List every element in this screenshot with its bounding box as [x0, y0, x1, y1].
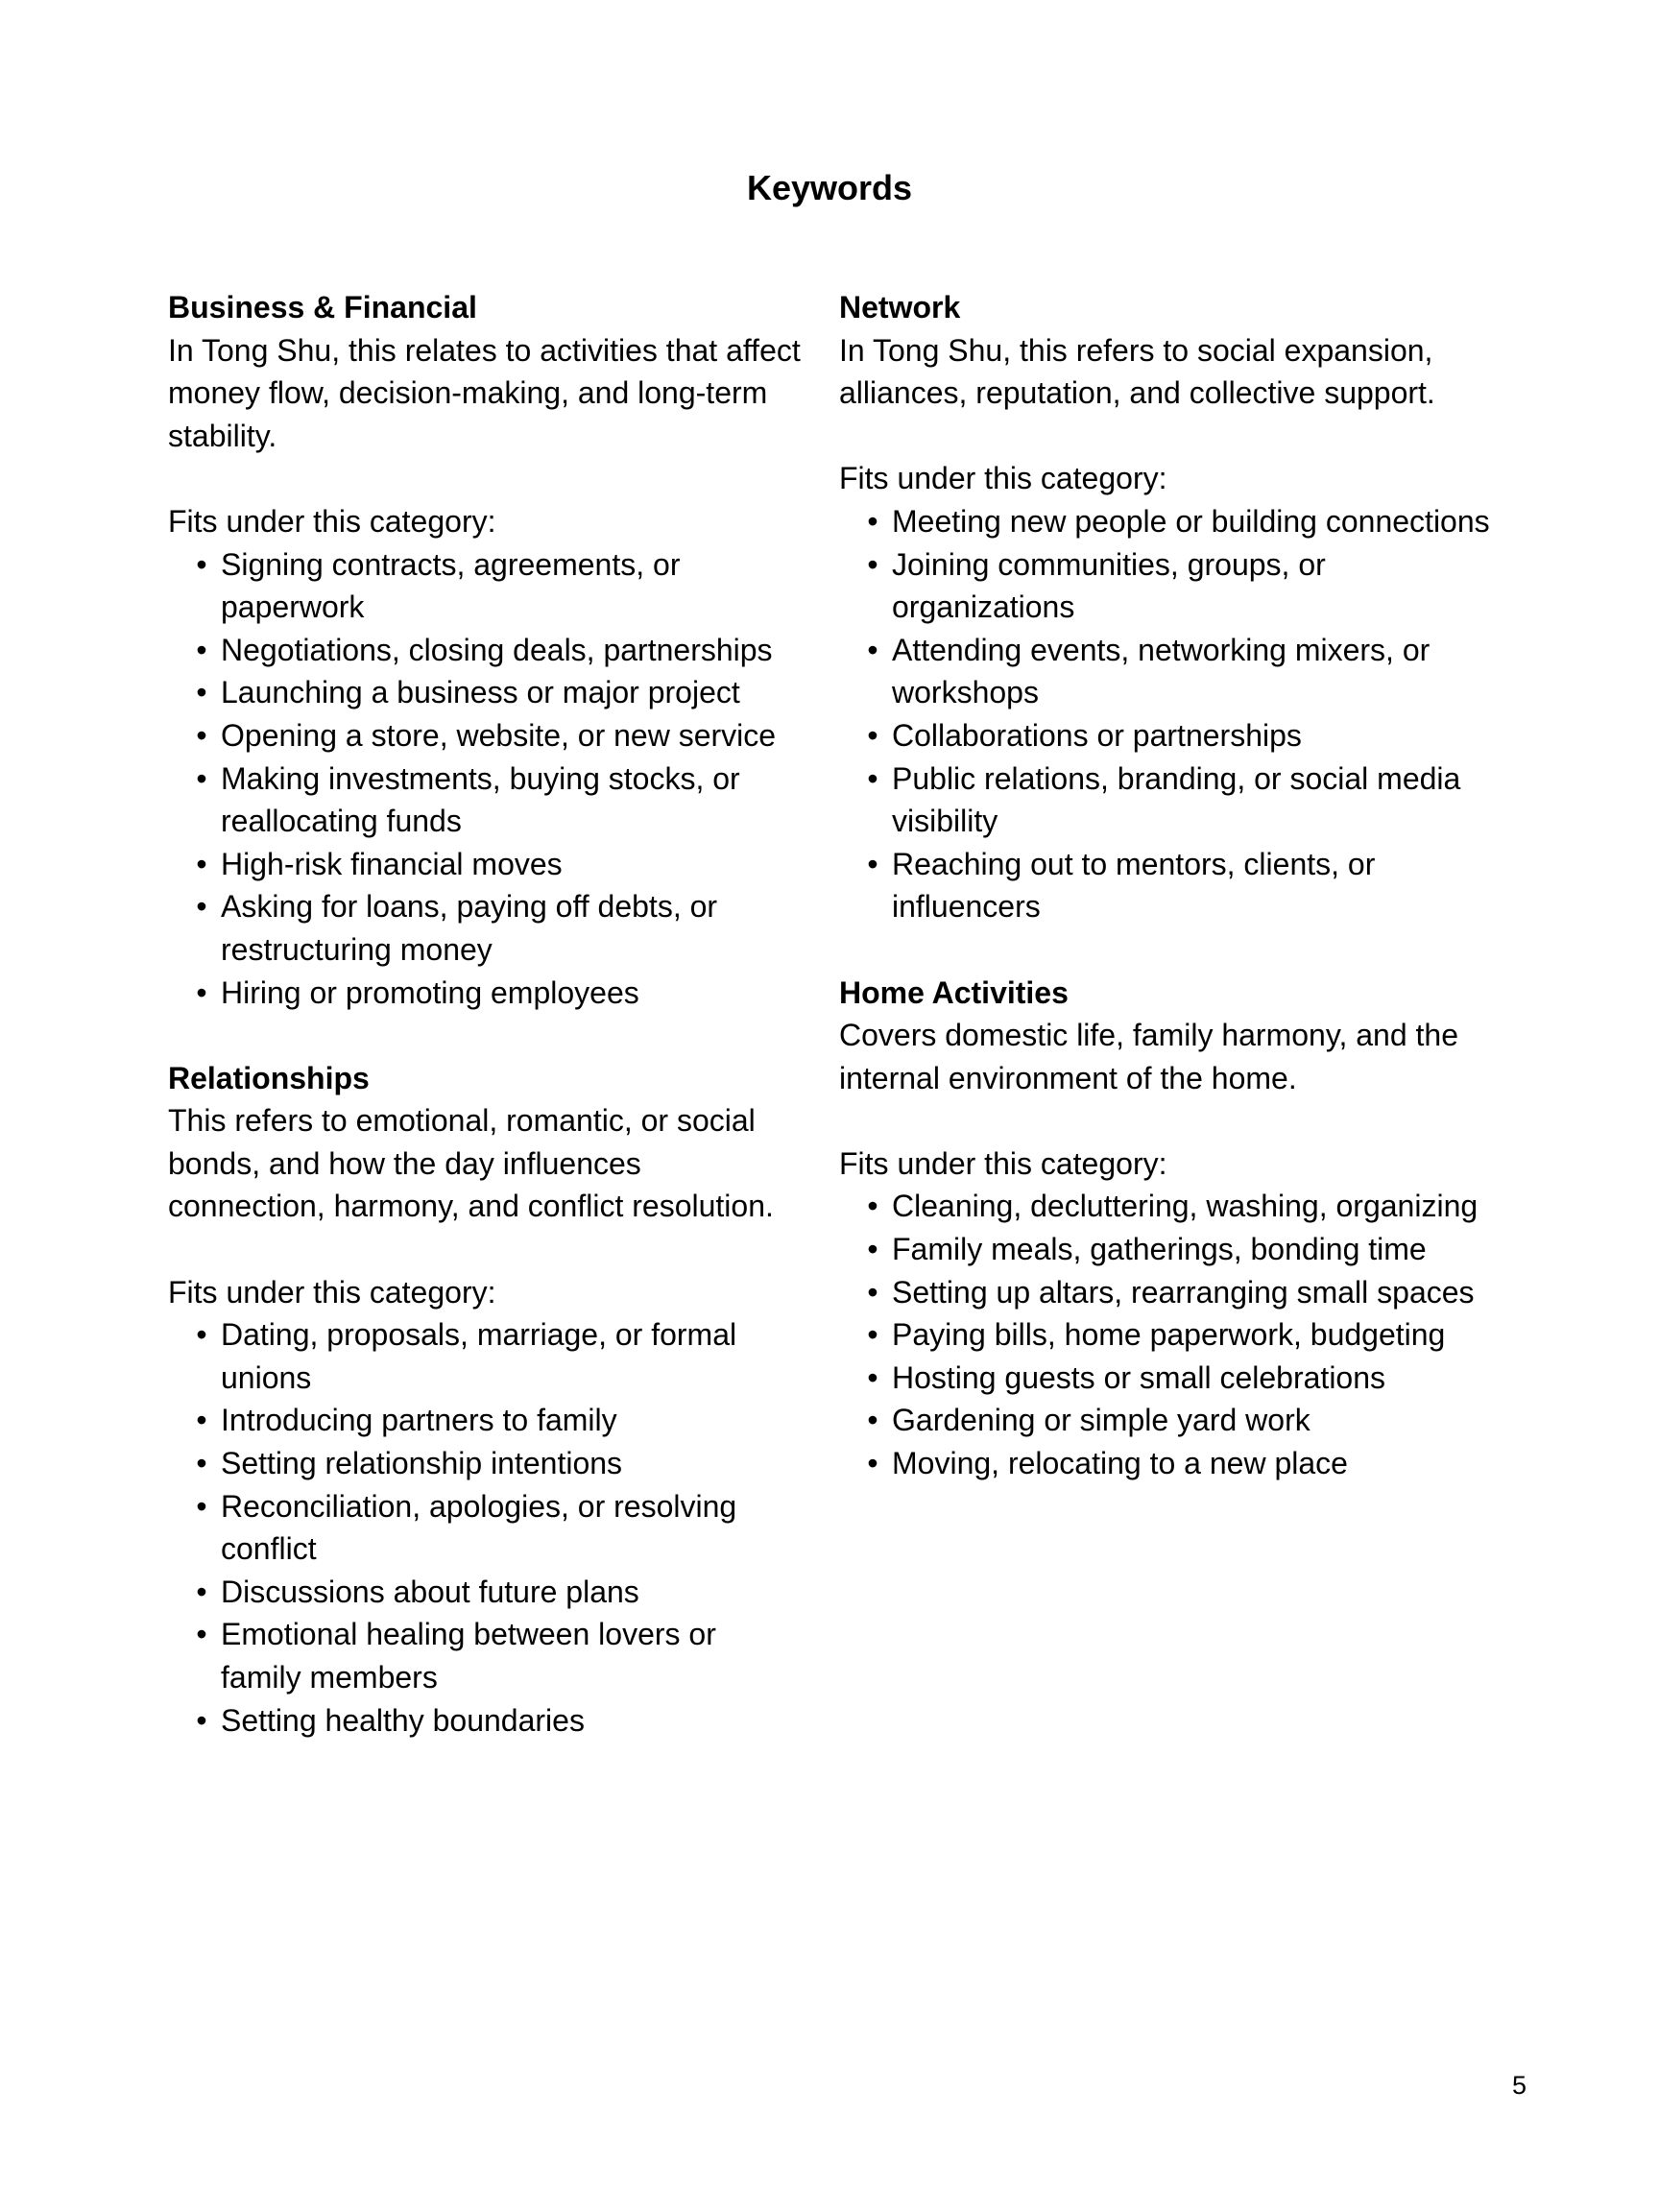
list-item	[196, 1313, 802, 1399]
bullet-icon: •	[196, 1574, 207, 1609]
bullet-icon: •	[196, 1403, 207, 1438]
list-item	[867, 1442, 1502, 1485]
list-item-text: Signing contracts, agreements, or paperwork	[221, 546, 681, 625]
list-item-text: Moving, relocating to a new place	[892, 1446, 1348, 1481]
bullet-icon: •	[867, 760, 878, 796]
section-home-activities	[839, 972, 1502, 1485]
section-title: Business & Financial	[168, 290, 477, 325]
list-item-text: Introducing partners to family	[221, 1403, 617, 1438]
fits-label: Fits under this category:	[839, 1145, 1167, 1181]
bullet-icon: •	[867, 632, 878, 667]
list-item-text: Setting up altars, rearranging small spaces	[892, 1274, 1475, 1310]
list-item-text: Setting healthy boundaries	[221, 1702, 585, 1738]
list-item	[196, 543, 802, 629]
bullet-icon: •	[196, 1617, 207, 1652]
list-item-text: Family meals, gatherings, bonding time	[892, 1232, 1427, 1267]
list-item	[867, 714, 1502, 757]
list-item-text: Cleaning, decluttering, washing, organizing	[892, 1189, 1479, 1224]
bullet-icon: •	[196, 717, 207, 753]
list-item-text: Attending events, networking mixers, or workshops	[892, 632, 1431, 710]
list-item	[867, 757, 1502, 843]
page-title: Keywords	[746, 168, 913, 207]
item-list	[168, 1313, 802, 1742]
section-description: This refers to emotional, romantic, or social bonds, and how the day influences connection, harmony, and conflict resolution.	[168, 1103, 774, 1224]
bullet-icon: •	[867, 1359, 878, 1395]
list-item-text: Negotiations, closing deals, partnerships	[221, 632, 773, 667]
bullet-icon: •	[196, 846, 207, 881]
list-item-text: Paying bills, home paperwork, budgeting	[892, 1317, 1446, 1353]
list-item-text: Joining communities, groups, or organizations	[892, 546, 1326, 625]
list-item	[196, 843, 802, 886]
list-item	[867, 1313, 1502, 1357]
right-column	[839, 286, 1502, 1527]
section-network	[839, 286, 1502, 928]
section-description: In Tong Shu, this relates to activities that affect money flow, decision-making, and long-term stability.	[168, 332, 801, 453]
bullet-icon: •	[867, 846, 878, 881]
list-item	[196, 1571, 802, 1614]
list-item	[867, 543, 1502, 629]
section-title: Home Activities	[839, 974, 1069, 1010]
list-item-text: Hiring or promoting employees	[221, 974, 639, 1010]
bullet-icon: •	[867, 1403, 878, 1438]
bullet-icon: •	[867, 1232, 878, 1267]
fits-label: Fits under this category:	[839, 461, 1167, 496]
list-item	[867, 629, 1502, 714]
fits-label: Fits under this category:	[168, 1274, 496, 1310]
page-number: 5	[1511, 2071, 1527, 2100]
bullet-icon: •	[196, 1702, 207, 1738]
section-relationships	[168, 1057, 802, 1743]
list-item	[867, 1399, 1502, 1442]
left-column	[168, 286, 802, 1785]
list-item	[196, 1399, 802, 1442]
section-description: Covers domestic life, family harmony, and the internal environment of the home.	[839, 1018, 1458, 1095]
list-item	[196, 1485, 802, 1571]
list-item-text: Meeting new people or building connections	[892, 503, 1490, 539]
list-item	[196, 972, 802, 1015]
bullet-icon: •	[867, 503, 878, 539]
bullet-icon: •	[867, 1189, 878, 1224]
bullet-icon: •	[867, 1317, 878, 1353]
list-item	[867, 843, 1502, 928]
bullet-icon: •	[867, 717, 878, 753]
list-item	[196, 671, 802, 714]
section-title: Network	[839, 290, 961, 325]
bullet-icon: •	[196, 675, 207, 710]
list-item	[867, 500, 1502, 543]
list-item	[867, 1357, 1502, 1400]
list-item-text: Emotional healing between lovers or family members	[221, 1617, 716, 1695]
bullet-icon: •	[867, 546, 878, 582]
list-item-text: Public relations, branding, or social media visibility	[892, 760, 1461, 839]
list-item-text: Opening a store, website, or new service	[221, 717, 777, 753]
bullet-icon: •	[196, 889, 207, 925]
list-item	[867, 1185, 1502, 1228]
bullet-icon: •	[196, 1446, 207, 1481]
bullet-icon: •	[196, 974, 207, 1010]
list-item-text: Dating, proposals, marriage, or formal unions	[221, 1317, 737, 1395]
fits-label: Fits under this category:	[168, 503, 496, 539]
list-item-text: Reaching out to mentors, clients, or influencers	[892, 846, 1376, 925]
bullet-icon: •	[867, 1446, 878, 1481]
list-item	[196, 1699, 802, 1743]
bullet-icon: •	[196, 1317, 207, 1353]
list-item-text: Setting relationship intentions	[221, 1446, 623, 1481]
section-description: In Tong Shu, this refers to social expansion, alliances, reputation, and collective support.	[839, 332, 1435, 411]
section-business-financial	[168, 286, 802, 1014]
list-item-text: High-risk financial moves	[221, 846, 563, 881]
list-item-text: Discussions about future plans	[221, 1574, 639, 1609]
list-item-text: Hosting guests or small celebrations	[892, 1359, 1386, 1395]
list-item	[196, 1613, 802, 1698]
list-item-text: Asking for loans, paying off debts, or restructuring money	[221, 889, 718, 967]
item-list	[839, 1185, 1502, 1484]
bullet-icon: •	[196, 760, 207, 796]
list-item-text: Gardening or simple yard work	[892, 1403, 1310, 1438]
list-item	[196, 1442, 802, 1485]
section-title: Relationships	[168, 1060, 370, 1095]
item-list	[839, 500, 1502, 928]
list-item	[196, 757, 802, 843]
list-item-text: Making investments, buying stocks, or reallocating funds	[221, 760, 740, 839]
list-item	[867, 1228, 1502, 1271]
list-item	[196, 714, 802, 757]
list-item-text: Launching a business or major project	[221, 675, 740, 710]
item-list	[168, 543, 802, 1015]
list-item-text: Reconciliation, apologies, or resolving conflict	[221, 1488, 737, 1567]
list-item-text: Collaborations or partnerships	[892, 717, 1302, 753]
bullet-icon: •	[867, 1274, 878, 1310]
list-item	[196, 885, 802, 971]
bullet-icon: •	[196, 632, 207, 667]
bullet-icon: •	[196, 546, 207, 582]
list-item	[196, 629, 802, 672]
list-item	[867, 1271, 1502, 1314]
bullet-icon: •	[196, 1488, 207, 1524]
